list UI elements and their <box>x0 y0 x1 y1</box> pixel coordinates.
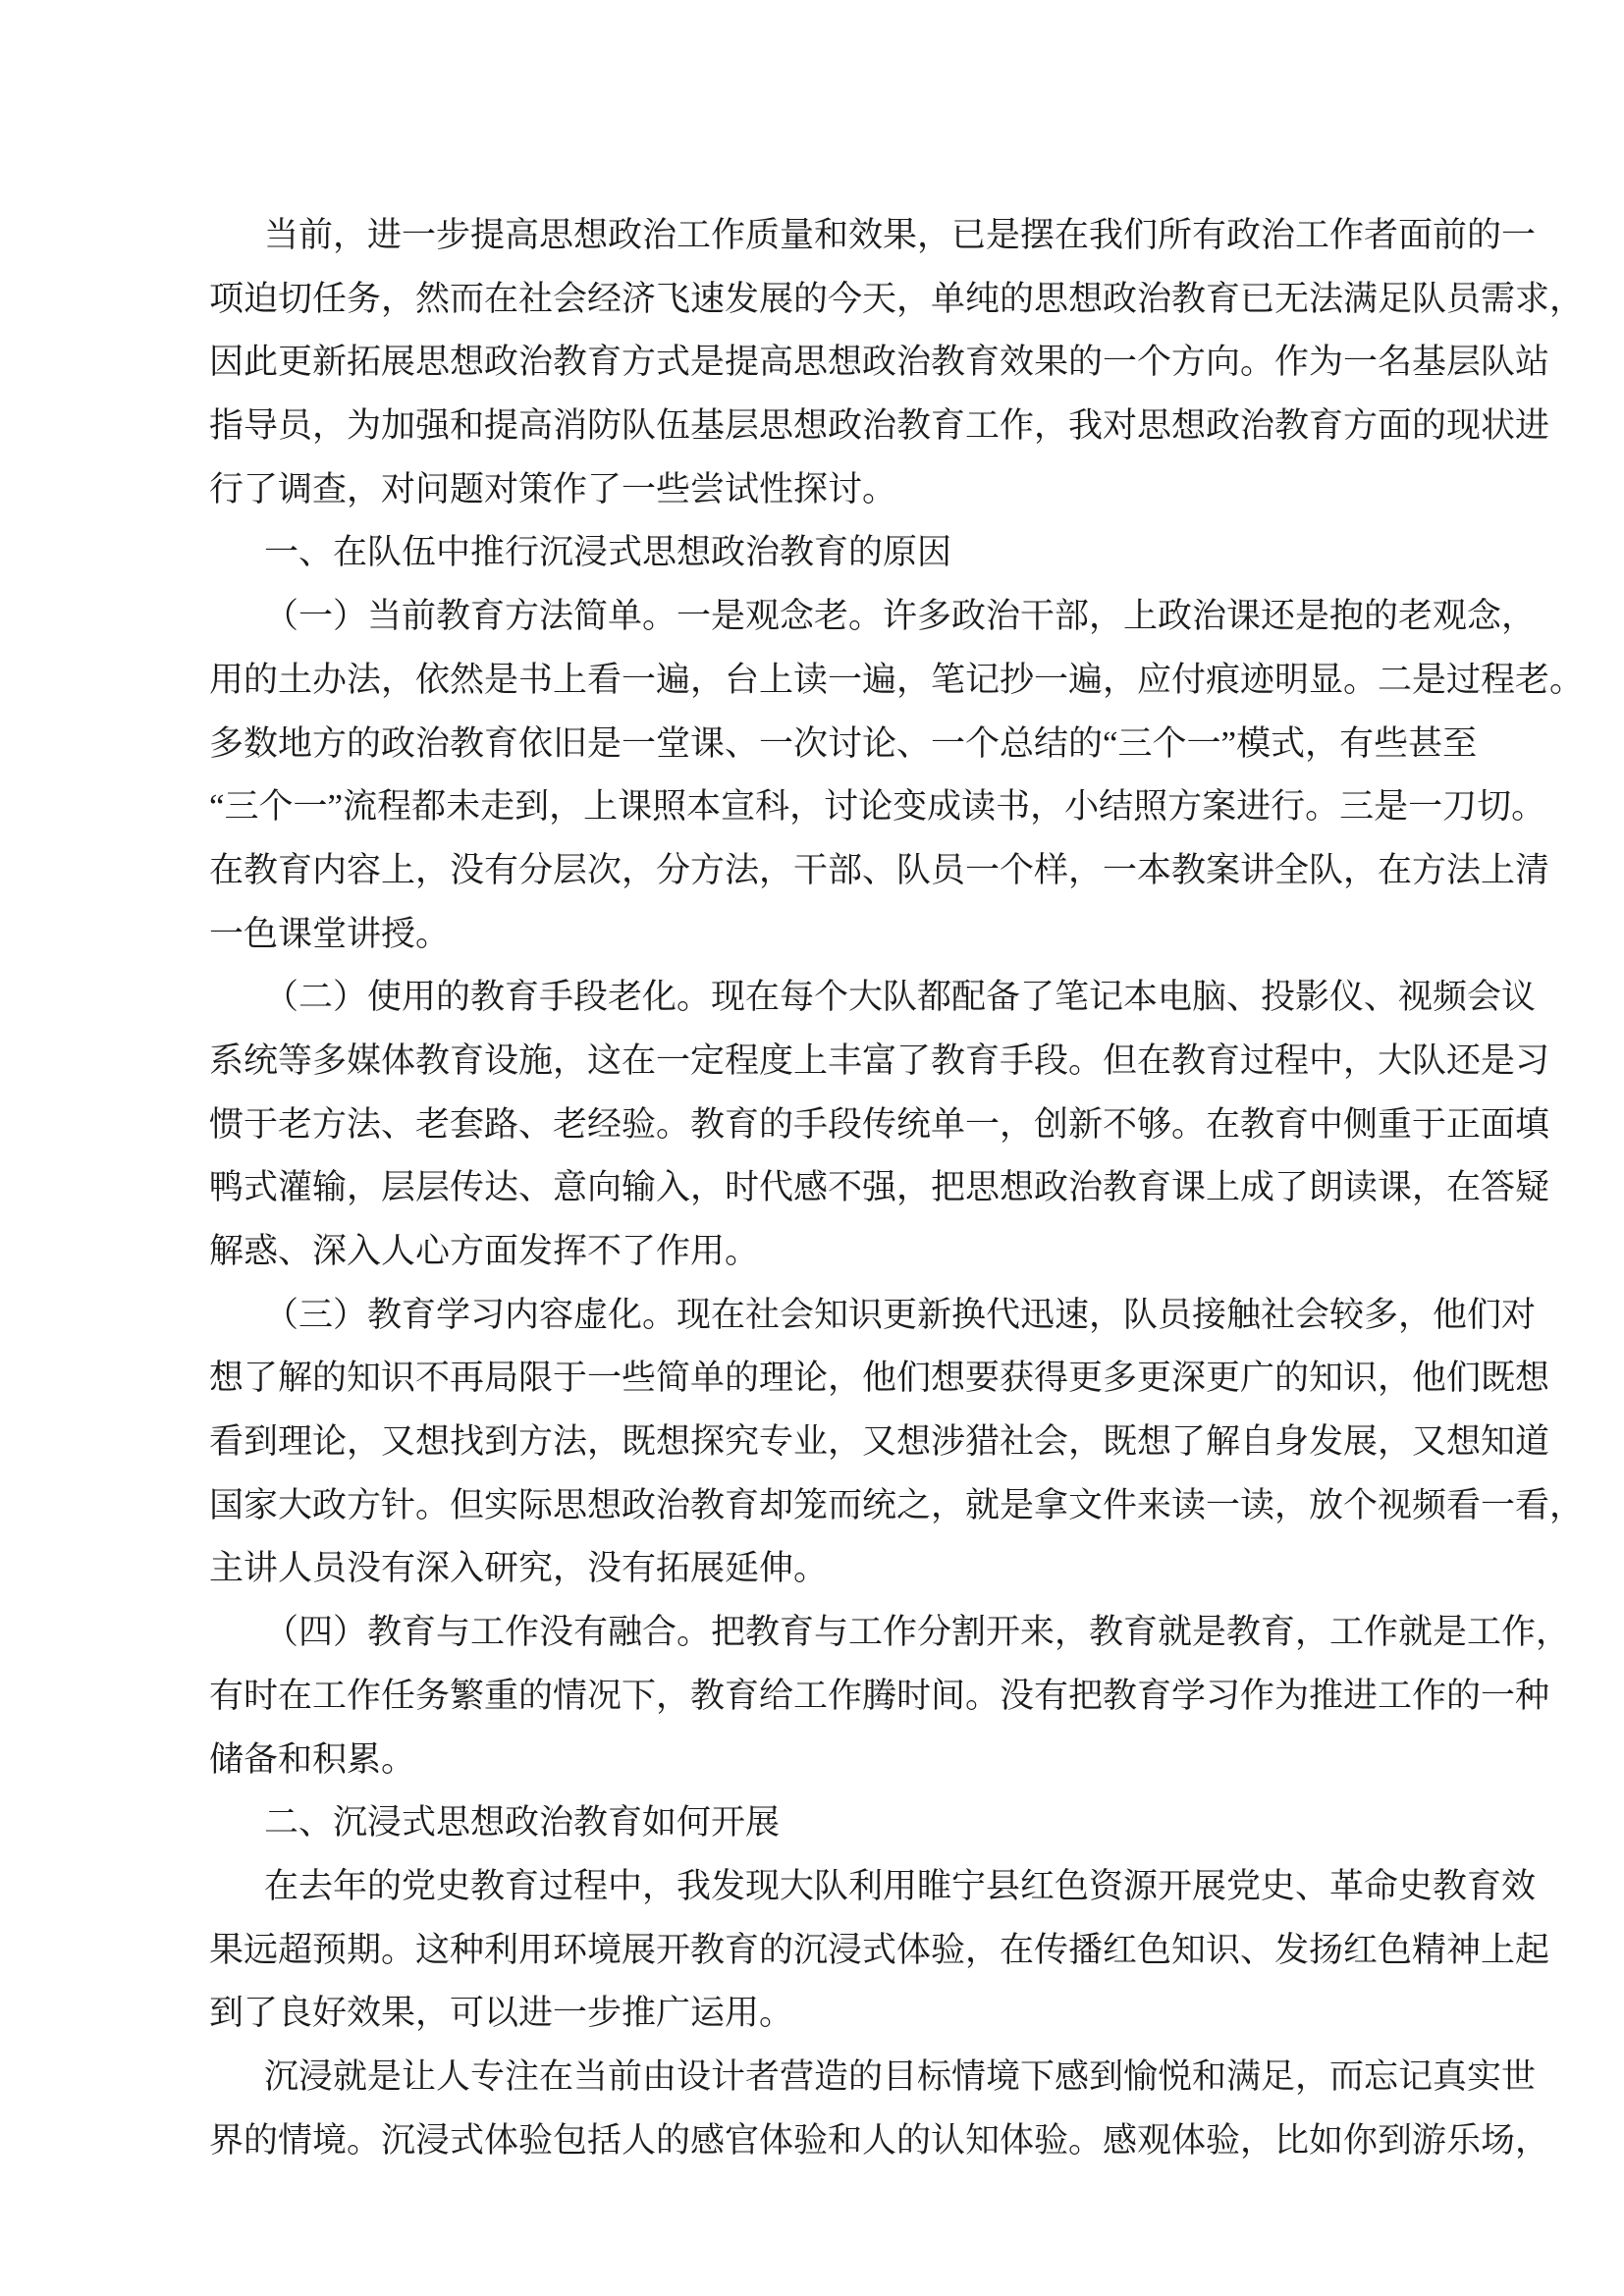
text-line: 有时在工作任务繁重的情况下，教育给工作腾时间。没有把教育学习作为推进工作的一种 <box>209 1676 1550 1715</box>
text-line: “三个一”流程都未走到，上课照本宣科，讨论变成读书，小结照方案进行。三是一刀切。 <box>209 787 1546 827</box>
text-line: 惯于老方法、老套路、老经验。教育的手段传统单一，创新不够。在教育中侧重于正面填 <box>209 1104 1550 1144</box>
text-line: 项迫切任务，然而在社会经济飞速发展的今天，单纯的思想政治教育已无法满足队员需求， <box>209 279 1585 318</box>
text-line: 当前，进一步提高思想政治工作质量和效果，已是摆在我们所有政治工作者面前的一 <box>264 216 1537 254</box>
text-line: 看到理论，又想找到方法，既想探究专业，又想涉猎社会，既想了解自身发展，又想知道 <box>209 1422 1550 1462</box>
text-line: 到了良好效果，可以进一步推广运用。 <box>209 1994 794 2033</box>
section-heading <box>209 1791 1406 1855</box>
document-body <box>209 204 1585 2172</box>
paragraph <box>209 585 1585 966</box>
paragraph <box>209 966 1550 1283</box>
text-line: （二）使用的教育手段老化。现在每个大队都配备了笔记本电脑、投影仪、视频会议 <box>264 978 1537 1017</box>
text-line: 一、在队伍中推行沉浸式思想政治教育的原因 <box>264 533 952 572</box>
text-line: （三）教育学习内容虚化。现在社会知识更新换代迅速，队员接触社会较多，他们对 <box>264 1295 1537 1334</box>
text-line: 用的土办法，依然是书上看一遍，台上读一遍，笔记抄一遍，应付痕迹明显。二是过程老。 <box>209 660 1585 699</box>
text-line: 界的情境。沉浸式体验包括人的感官体验和人的认知体验。感观体验，比如你到游乐场， <box>209 2120 1550 2160</box>
text-line: 一色课堂讲授。 <box>209 914 451 953</box>
text-line: 沉浸就是让人专注在当前由设计者营造的目标情境下感到愉悦和满足，而忘记真实世 <box>264 2056 1537 2096</box>
text-line: 主讲人员没有深入研究，没有拓展延伸。 <box>209 1549 829 1588</box>
text-line: 在去年的党史教育过程中，我发现大队利用睢宁县红色资源开展党史、革命史教育效 <box>264 1866 1537 1905</box>
text-line: 二、沉浸式思想政治教育如何开展 <box>264 1803 781 1842</box>
text-line: 多数地方的政治教育依旧是一堂课、一次讨论、一个总结的“三个一”模式，有些甚至 <box>209 723 1478 763</box>
text-line: （一）当前教育方法简单。一是观念老。许多政治干部，上政治课还是抱的老观念， <box>264 597 1537 636</box>
text-line: （四）教育与工作没有融合。把教育与工作分割开来，教育就是教育，工作就是工作， <box>264 1613 1571 1652</box>
text-line: 国家大政方针。但实际思想政治教育却笼而统之，就是拿文件来读一读，放个视频看一看， <box>209 1485 1585 1524</box>
text-line: 系统等多媒体教育设施，这在一定程度上丰富了教育手段。但在教育过程中，大队还是习 <box>209 1041 1550 1080</box>
text-line: 鸭式灌输，层层传达、意向输入，时代感不强，把思想政治教育课上成了朗读课，在答疑 <box>209 1168 1550 1207</box>
text-line: 想了解的知识不再局限于一些简单的理论，他们想要获得更多更深更广的知识，他们既想 <box>209 1359 1550 1398</box>
text-line: 果远超预期。这种利用环境展开教育的沉浸式体验，在传播红色知识、发扬红色精神上起 <box>209 1930 1550 1969</box>
text-line: 指导员，为加强和提高消防队伍基层思想政治教育工作，我对思想政治教育方面的现状进 <box>209 406 1550 446</box>
paragraph <box>209 204 1585 521</box>
text-line: 因此更新拓展思想政治教育方式是提高思想政治教育效果的一个方向。作为一名基层队站 <box>209 343 1550 382</box>
text-line: 在教育内容上，没有分层次，分方法，干部、队员一个样，一本教案讲全队，在方法上清 <box>209 850 1550 889</box>
paragraph <box>209 1601 1571 1791</box>
paragraph <box>209 1284 1585 1601</box>
text-line: 行了调查，对问题对策作了一些尝试性探讨。 <box>209 469 897 508</box>
text-line: 储备和积累。 <box>209 1739 416 1779</box>
paragraph <box>209 2046 1550 2172</box>
text-line: 解惑、深入人心方面发挥不了作用。 <box>209 1232 760 1270</box>
section-heading <box>209 521 1406 585</box>
paragraph <box>209 1855 1550 2046</box>
